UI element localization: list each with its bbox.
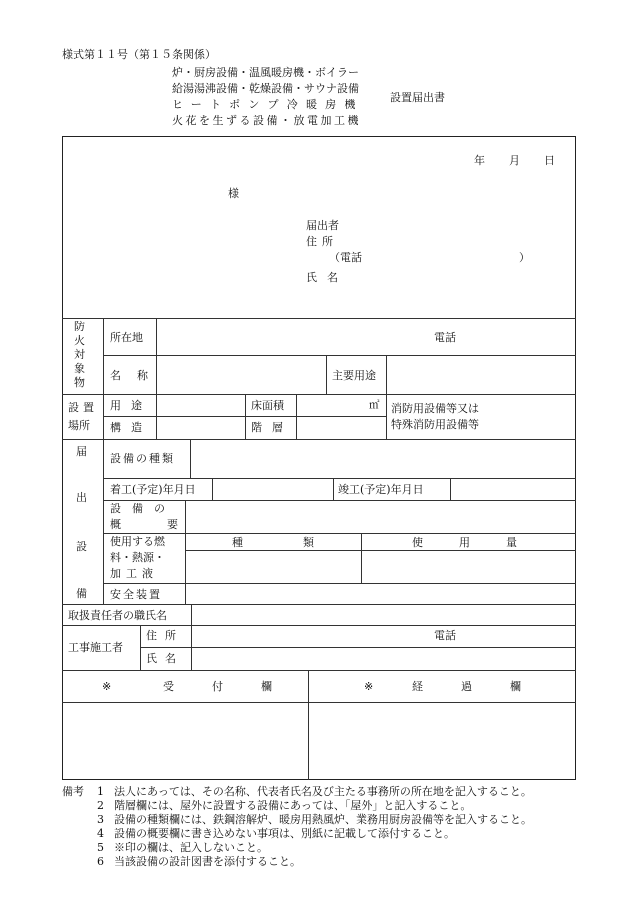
fuel-label-1: 使用する燃: [110, 535, 165, 548]
fuel-kind-header: 種 類: [232, 536, 314, 549]
note-text: ※印の欄は、記入しないこと。: [114, 841, 268, 854]
note-num: 3: [97, 813, 104, 826]
floor-level-label: 階層: [251, 421, 293, 434]
contractor-address-label: 住所: [146, 629, 184, 642]
fire-equipment-label-2: 特殊消防用設備等: [391, 418, 479, 431]
line-h: [62, 604, 576, 605]
note-num: 4: [97, 827, 104, 840]
notes-label: 備考: [62, 785, 84, 798]
date-month: 月: [509, 154, 520, 167]
notifier-name-label: 氏名: [306, 271, 348, 284]
date-year: 年: [474, 154, 485, 167]
progress-mark: ※: [364, 680, 374, 693]
target-name-label: 名 称: [110, 369, 148, 382]
contractor-label: 工事施工者: [68, 641, 123, 654]
notifier-address-label: 住所: [306, 235, 338, 248]
line-h: [62, 702, 576, 703]
site-structure-label: 構造: [110, 421, 152, 434]
note-num: 6: [97, 855, 104, 868]
contractor-name-label: 氏名: [146, 652, 184, 665]
start-date-label: 着工(予定)年月日: [110, 483, 196, 496]
equipment-label-4: 備: [76, 587, 87, 600]
line-h: [103, 533, 576, 534]
line-h: [103, 478, 576, 479]
equipment-line-4: 火花を生ずる設備・放電加工機: [172, 114, 361, 127]
equipment-label-3: 設: [76, 540, 87, 553]
equipment-line-3: ヒートポンプ冷暖房機: [172, 98, 364, 111]
line-v: [103, 318, 104, 604]
fuel-label-3: 加工液: [110, 567, 158, 580]
document-title: 設置届出書: [390, 91, 445, 104]
honorific-sama: 様: [228, 187, 239, 200]
reception-title: 受付欄: [163, 680, 310, 693]
line-h: [103, 355, 576, 356]
form-number: 様式第１１号（第１５条関係）: [62, 48, 216, 61]
line-v: [386, 355, 387, 439]
equipment-type-label: 設備の種類: [110, 452, 175, 465]
equipment-line-1: 炉・厨房設備・温風暖房機・ボイラー: [172, 66, 359, 79]
equipment-line-2: 給湯湯沸設備・乾燥設備・サウナ設備: [172, 82, 359, 95]
fire-target-label: 防 火 対 象 物: [74, 320, 85, 389]
line-v: [361, 533, 362, 583]
note-num: 2: [97, 799, 104, 812]
note-text: 設備の概要欄に書き込めない事項は、別紙に記載して添付すること。: [114, 827, 455, 840]
overview-label-2: 概 要: [110, 518, 178, 531]
line-v: [333, 478, 334, 500]
location-label: 所在地: [110, 331, 143, 344]
note-num: 5: [97, 841, 104, 854]
target-phone-label: 電話: [434, 331, 456, 344]
main-use-label: 主要用途: [332, 369, 376, 382]
equipment-label-2: 出: [76, 491, 87, 504]
note-text: 階層欄には、屋外に設置する設備にあっては、「屋外」と記入すること。: [114, 799, 472, 812]
notifier-label: 届出者: [306, 219, 339, 232]
equipment-label-1: 届: [76, 445, 87, 458]
line-v: [185, 500, 186, 604]
fuel-amount-header: 使用量: [412, 536, 553, 549]
safety-device-label: 安全装置: [110, 588, 162, 601]
line-v: [212, 478, 213, 500]
notifier-phone-close: ）: [519, 251, 530, 264]
fire-equipment-label-1: 消防用設備等又は: [391, 402, 479, 415]
line-h: [185, 550, 576, 551]
line-v: [156, 318, 157, 439]
site-use-label: 用途: [110, 399, 152, 412]
line-v: [245, 394, 246, 439]
reception-mark: ※: [102, 680, 112, 693]
note-num: 1: [97, 785, 104, 798]
line-h: [103, 583, 576, 584]
note-text: 法人にあっては、その名称、代表者氏名及び主たる事務所の所在地を記入すること。: [114, 785, 532, 798]
site-label-1: 設置: [68, 401, 98, 414]
contractor-phone-label: 電話: [434, 629, 456, 642]
square-meter-unit: ㎡: [369, 399, 380, 411]
line-h: [140, 647, 576, 648]
line-h: [62, 670, 576, 671]
date-day: 日: [544, 154, 555, 167]
overview-label-1: 設備の: [110, 502, 176, 515]
line-h: [62, 318, 576, 319]
line-v: [140, 625, 141, 670]
line-v: [191, 604, 192, 670]
line-h: [62, 439, 576, 440]
line-h: [103, 500, 576, 501]
site-label-2: 場所: [68, 419, 90, 432]
note-text: 設備の種類欄には、鉄鋼溶解炉、暖房用熱風炉、業務用厨房設備等を記入すること。: [114, 813, 532, 826]
line-v: [190, 439, 191, 478]
line-v: [326, 355, 327, 394]
floor-area-label: 床面積: [251, 399, 284, 412]
line-v: [296, 394, 297, 439]
line-h: [62, 394, 576, 395]
progress-title: 経過欄: [412, 680, 559, 693]
end-date-label: 竣工(予定)年月日: [338, 483, 424, 496]
manager-label: 取扱責任者の職氏名: [68, 609, 167, 622]
note-text: 当該設備の設計図書を添付すること。: [114, 855, 301, 868]
notifier-phone-label: （電話: [329, 251, 362, 264]
fuel-label-2: 料・熱源・: [110, 551, 165, 564]
line-v: [450, 478, 451, 500]
